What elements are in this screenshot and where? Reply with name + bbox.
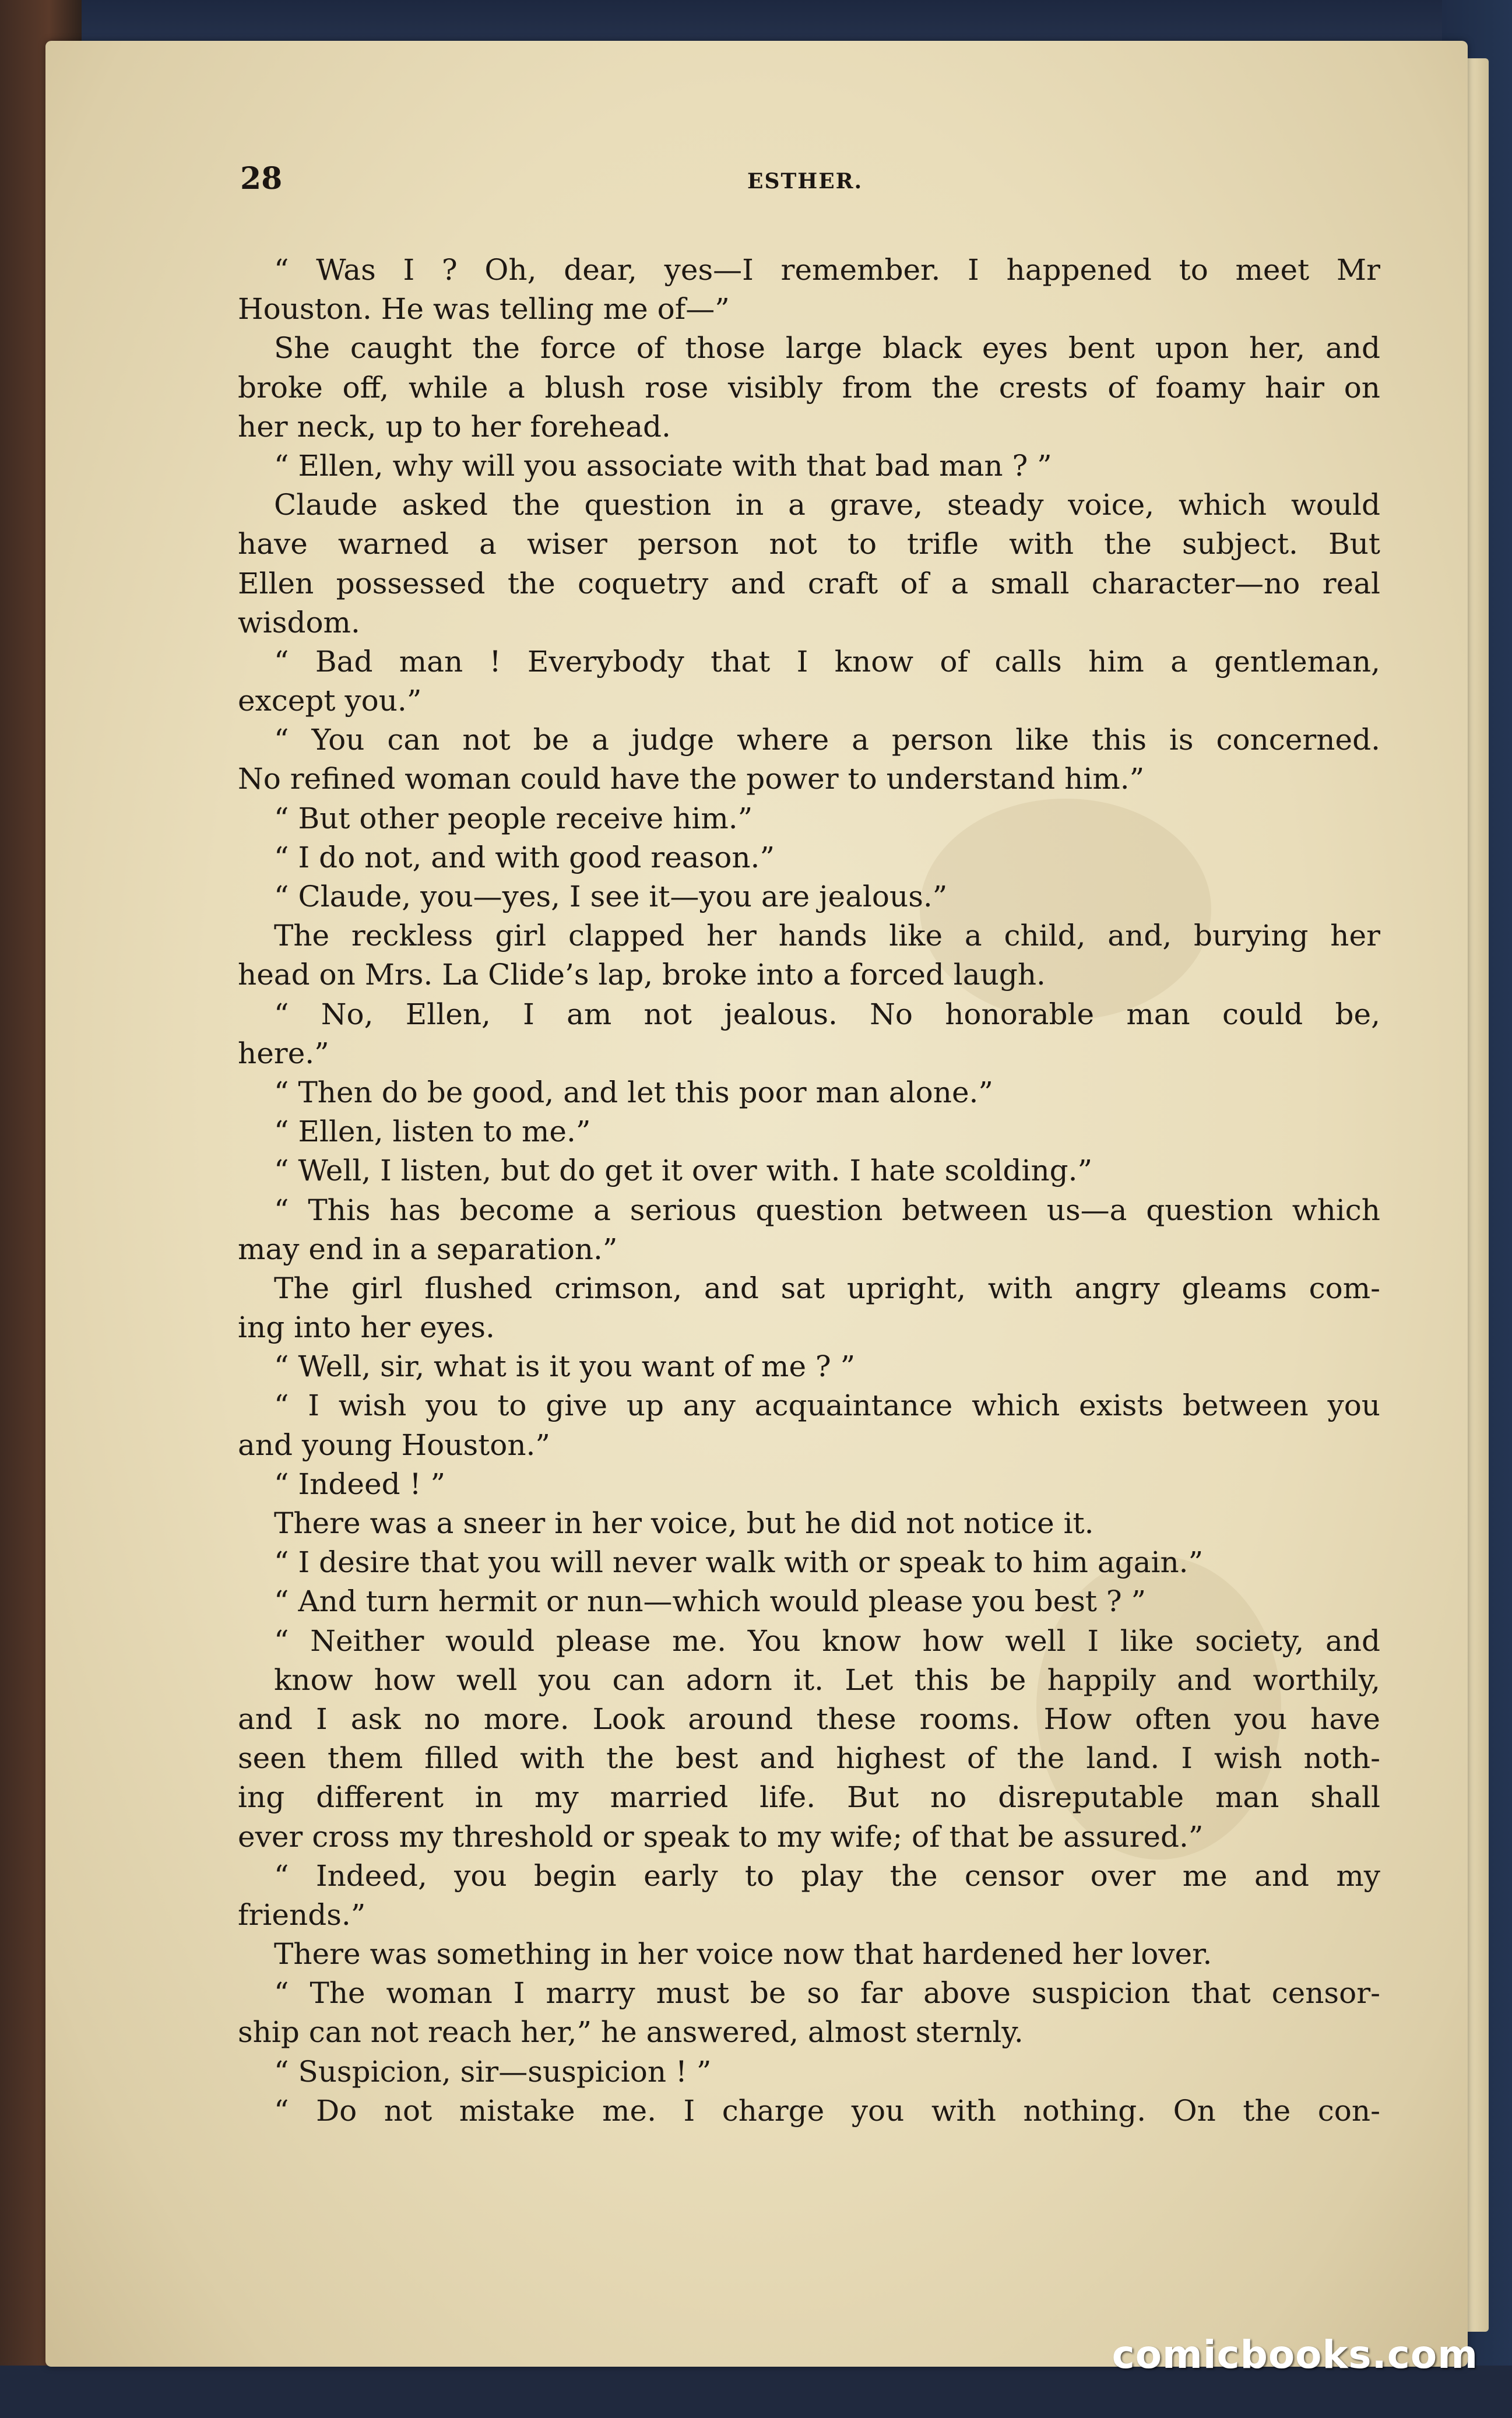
text-line: broke off, while a blush rose visibly from the crests of foamy hair on [238,370,1380,405]
text-line: “ Neither would please me. You know how well I like society, and [274,1623,1380,1658]
text-line: “ Indeed ! ” [274,1467,446,1501]
text-line: here.” [238,1036,329,1070]
text-line: The girl flushed crimson, and sat upright, with angry gleams com- [274,1271,1380,1305]
body-text [238,251,1380,2131]
text-line: No refined woman could have the power to understand him.” [238,762,1145,796]
text-line: “ I do not, and with good reason.” [274,840,775,874]
text-line: “ Was I ? Oh, dear, yes—I remember. I happened to meet Mr [274,253,1380,287]
text-line: head on Mrs. La Clide’s lap, broke into a forced laugh. [238,958,1046,992]
text-line: “ You can not be a judge where a person like this is concerned. [274,723,1380,757]
text-line: “ Claude, you—yes, I see it—you are jealous.” [274,880,948,913]
text-line: seen them filled with the best and highest of the land. I wish noth- [238,1741,1380,1776]
text-line: ing into her eyes. [238,1310,495,1345]
text-line: ship can not reach her,” he answered, almost sternly. [238,2015,1024,2050]
page-header [240,161,1348,202]
text-line: “ Well, I listen, but do get it over with. I hate scolding.” [274,1154,1093,1188]
text-line: know how well you can adorn it. Let this be happily and worthily, [274,1663,1380,1697]
text-line: ing different in my married life. But no disreputable man shall [238,1780,1380,1815]
text-line: Claude asked the question in a grave, steady voice, which would [274,488,1380,522]
text-line: “ This has become a serious question between us—a question which [274,1193,1380,1227]
text-line: “ But other people receive him.” [274,801,753,835]
text-line: “ Suspicion, sir—suspicion ! ” [274,2054,712,2089]
text-line: “ Ellen, listen to me.” [274,1115,591,1149]
text-line: The reckless girl clapped her hands like a child, and, burying her [274,919,1380,953]
text-line: have warned a wiser person not to trifle with the subject. But [238,527,1380,561]
text-line: “ Ellen, why will you associate with that bad man ? ” [274,448,1052,483]
text-line: “ I desire that you will never walk with or speak to him again.” [274,1545,1204,1580]
text-line: “ Well, sir, what is it you want of me ? ” [274,1349,856,1384]
text-line: may end in a separation.” [238,1232,618,1266]
text-line: and young Houston.” [238,1428,550,1462]
text-line: ever cross my threshold or speak to my wife; of that be assured.” [238,1819,1204,1854]
text-line: “ Indeed, you begin early to play the censor over me and my [274,1858,1380,1893]
text-line: her neck, up to her forehead. [238,409,671,444]
text-line: and I ask no more. Look around these rooms. How often you have [238,1702,1380,1736]
text-line: wisdom. [238,605,360,639]
text-line: She caught the force of those large black eyes bent upon her, and [274,331,1380,365]
text-line: “ Then do be good, and let this poor man alone.” [274,1075,993,1109]
text-line: except you.” [238,684,422,718]
text-line: friends.” [238,1897,366,1932]
scan-backdrop-top [0,0,1512,47]
text-line: “ And turn hermit or nun—which would please you best ? ” [274,1584,1147,1619]
text-line: “ No, Ellen, I am not jealous. No honorable man could be, [274,997,1380,1031]
text-line: There was a sneer in her voice, but he did not notice it. [274,1506,1094,1540]
text-line: Ellen possessed the coquetry and craft of a small character—no real [238,566,1380,600]
text-line: “ The woman I marry must be so far above suspicion that censor- [274,1976,1380,2011]
watermark: comicbooks.com [1112,2332,1478,2377]
text-line: There was something in her voice now that hardened her lover. [274,1937,1212,1971]
text-line: “ Bad man ! Everybody that I know of calls him a gentleman, [274,644,1380,679]
text-line: Houston. He was telling me of—” [238,292,730,326]
text-line: “ I wish you to give up any acquaintance which exists between you [274,1389,1380,1423]
page-number: 28 [240,161,283,196]
text-line: “ Do not mistake me. I charge you with nothing. On the con- [274,2093,1380,2128]
running-head: ESTHER. [747,169,863,194]
